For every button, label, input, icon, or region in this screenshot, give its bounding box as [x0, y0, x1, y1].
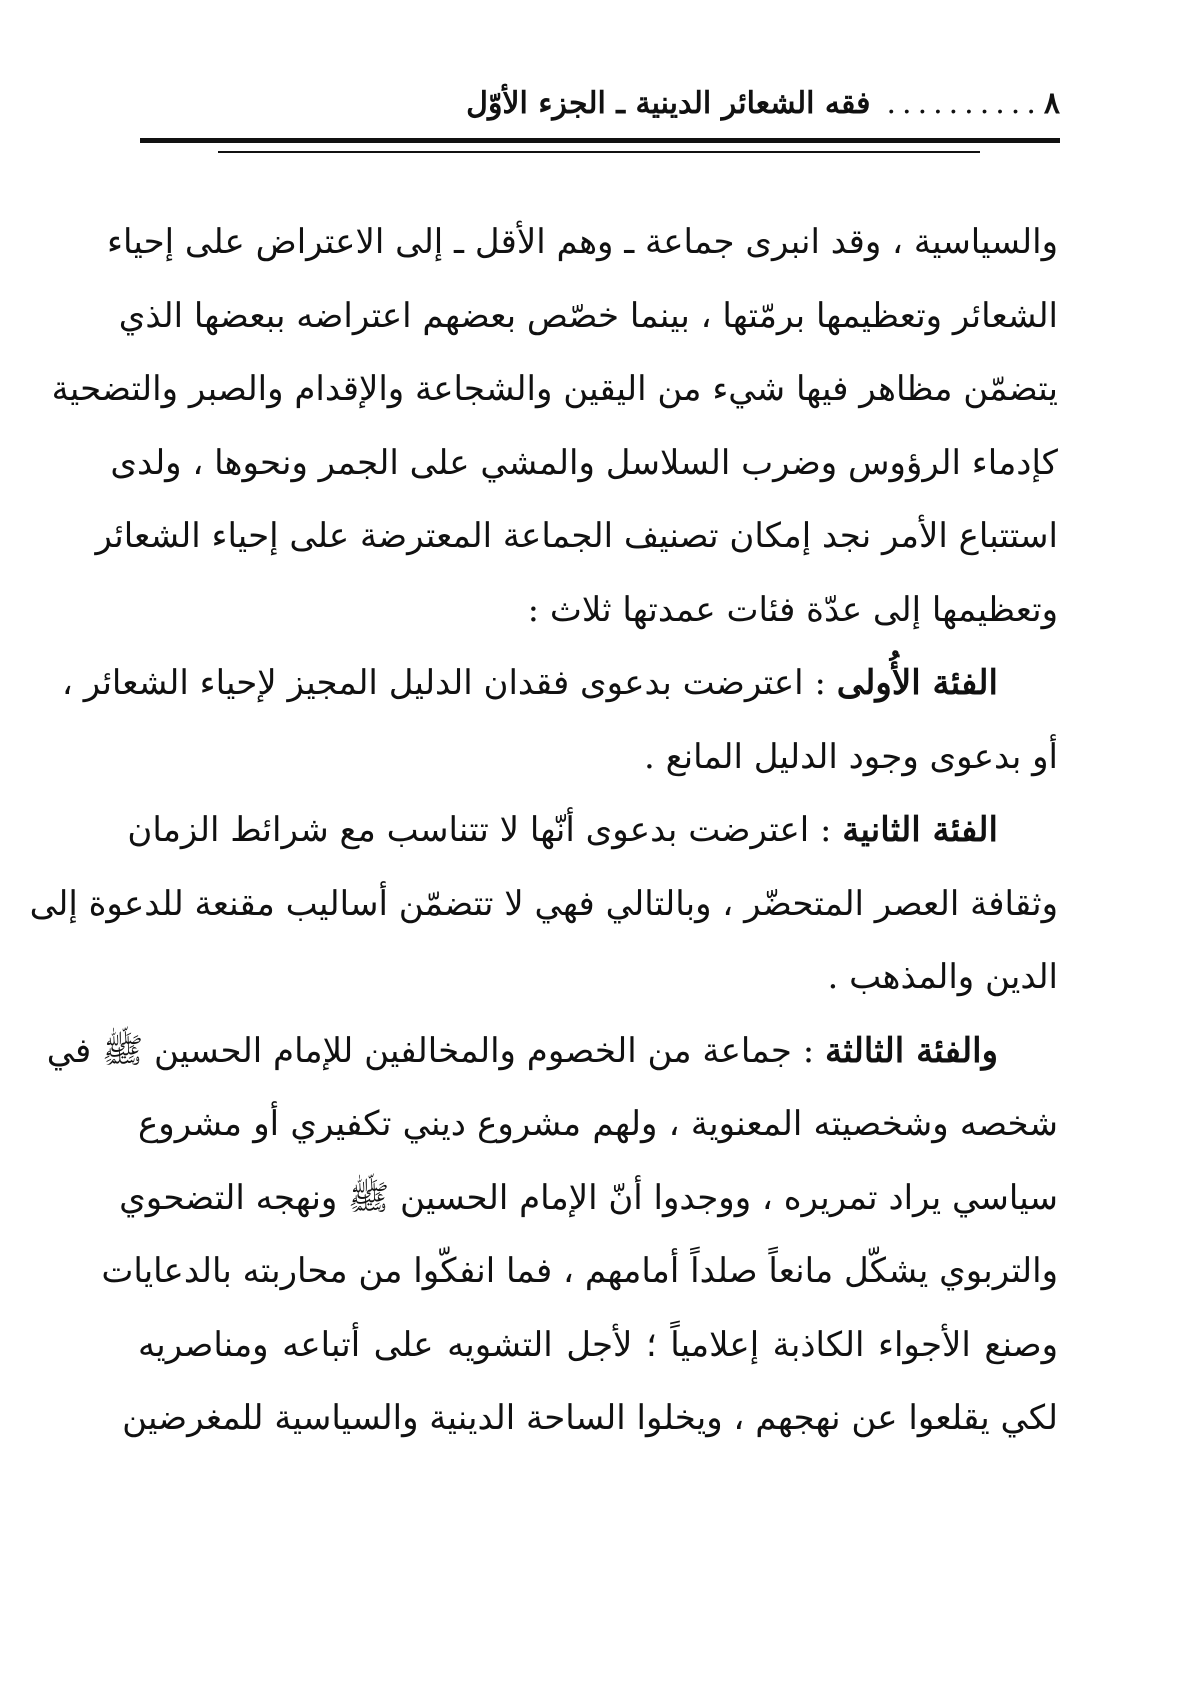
text-line: والسياسية ، وقد انبرى جماعة ـ وهم الأقل ـ إلى الاعتراض على إحياء [107, 222, 1058, 262]
text-line: الشعائر وتعظيمها برمّتها ، بينما خصّص بعضهم اعتراضه ببعضها الذي [118, 295, 1058, 336]
text-line: أو بدعوى وجود الدليل المانع . [643, 736, 1058, 777]
text-line: وتعظيمها إلى عدّة فئات عمدتها ثلاث : [527, 589, 1058, 630]
text-line: والتربوي يشكّل مانعاً صلداً أمامهم ، فما انفكّوا من محاربته بالدعايات [101, 1251, 1058, 1291]
running-head [140, 78, 1060, 128]
header-rule-thick [140, 138, 1060, 143]
text-line: الدين والمذهب . [827, 957, 1058, 997]
text-line: يتضمّن مظاهر فيها شيء من اليقين والشجاعة والإقدام والصبر والتضحية [51, 369, 1058, 409]
category-heading: الفئة الثانية [842, 810, 998, 850]
leader-dots: .......... [886, 85, 1042, 121]
text-line: كإدماء الرؤوس وضرب السلاسل والمشي على الجمر ونحوها ، ولدى [110, 442, 1058, 483]
category-line [46, 1015, 1058, 1089]
category-text: : اعترضت بدعوى أنّها لا تتناسب مع شرائط الزمان [127, 810, 843, 850]
text-line: استتباع الأمر نجد إمكان تصنيف الجماعة المعترضة على إحياء الشعائر [95, 516, 1058, 556]
category-line [127, 794, 1058, 868]
page-number: ٨ [1043, 85, 1060, 121]
category-heading: الفئة الأُولى [836, 663, 998, 703]
running-title: فقه الشعائر الدينية ـ الجزء الأوّل [466, 85, 871, 121]
header-rule-thin [218, 151, 980, 153]
category-text: : جماعة من الخصوم والمخالفين للإمام الحسين ﷺ في [46, 1030, 825, 1071]
body-text [29, 206, 1058, 1456]
text-line: شخصه وشخصيته المعنوية ، ولهم مشروع ديني تكفيري أو مشروع [138, 1104, 1058, 1144]
category-line [61, 647, 1058, 721]
text-line: وثقافة العصر المتحضّر ، وبالتالي فهي لا تتضمّن أساليب مقنعة للدعوة إلى [29, 883, 1058, 924]
text-line: وصنع الأجواء الكاذبة إعلامياً ؛ لأجل التشويه على أتباعه ومناصريه [138, 1324, 1058, 1365]
text-line: سياسي يراد تمريره ، ووجدوا أنّ الإمام الحسين ﷺ ونهجه التضحوي [119, 1177, 1058, 1218]
category-text: : اعترضت بدعوى فقدان الدليل المجيز لإحياء الشعائر ، [61, 663, 837, 703]
category-heading: والفئة الثالثة [824, 1030, 998, 1071]
text-line: لكي يقلعوا عن نهجهم ، ويخلوا الساحة الدينية والسياسية للمغرضين [122, 1398, 1058, 1438]
